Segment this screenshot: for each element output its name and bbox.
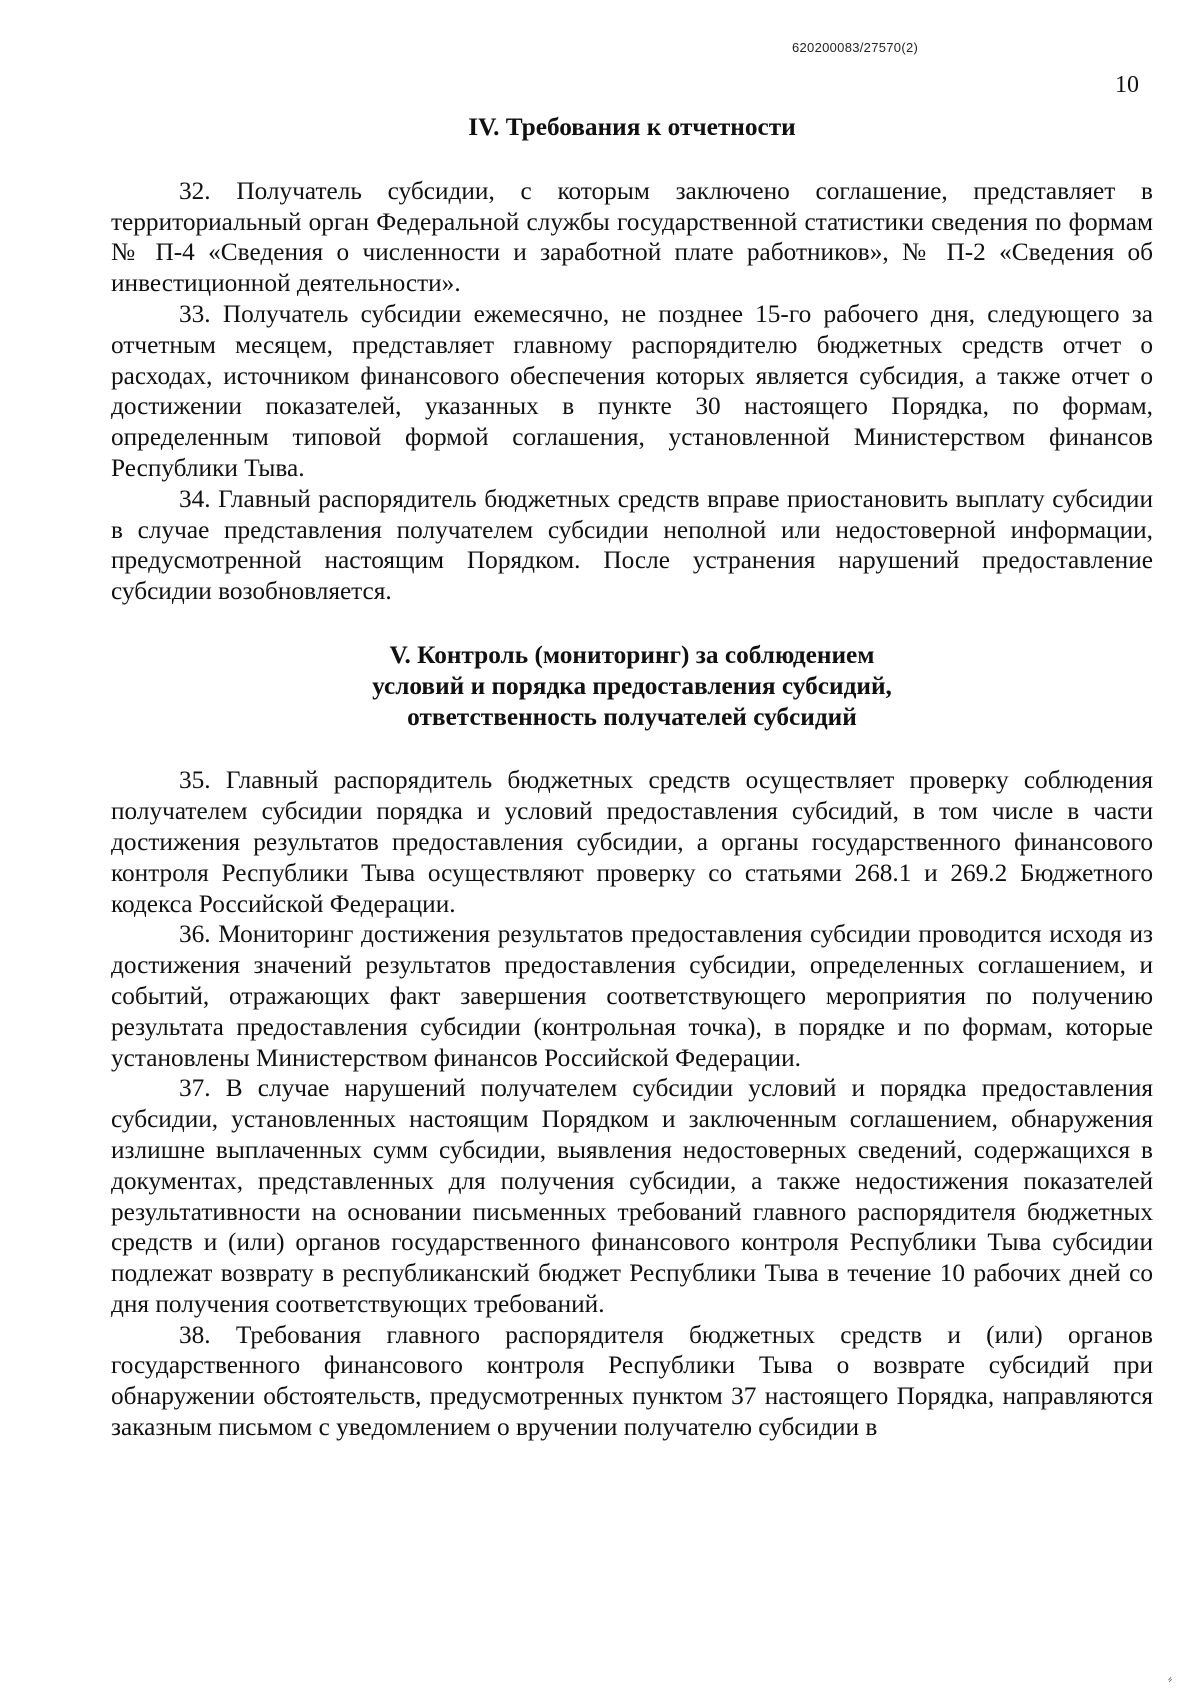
document-id: 620200083/27570(2)	[792, 40, 919, 55]
section-title-v	[111, 640, 1153, 732]
document-body	[111, 112, 1153, 1443]
section-title-v-line-3: ответственность получателей субсидий	[407, 702, 857, 731]
paragraph-34: 34. Главный распорядитель бюджетных средств вправе приостановить выплату субсидии в случае представления получателем субсидии неполной или недостоверной информации, предусмотренной настоящим Порядком. После устранения нарушений предоставление субсидии возобновляется.	[111, 484, 1153, 606]
paragraph-37: 37. В случае нарушений получателем субсидии условий и порядка предоставления субсидии, установленных настоящим Порядком и заключенным соглашением, обнаружения излишне выплаченных сумм субсидии, выявления недостоверных сведений, содержащихся в документах, представленных для получения субсидии, а также недостижения показателей результативности на основании письменных требований главного распорядителя бюджетных средств и (или) органов государственного финансового контроля Республики Тыва субсидии подлежат возврату в республиканский бюджет Республики Тыва в течение 10 рабочих дней со дня получения соответствующих требований.	[111, 1074, 1153, 1318]
paragraph-36: 36. Мониторинг достижения результатов предоставления субсидии проводится исходя из достижения значений результатов предоставления субсидии, определенных соглашением, и событий, отражающих факт завершения соответствующего мероприятия по получению результата предоставления субсидии (контрольная точка), в порядке и по формам, которые установлены Министерством финансов Российской Федерации.	[111, 920, 1153, 1072]
paragraph-35: 35. Главный распорядитель бюджетных средств осуществляет проверку соблюдения получателем субсидии порядка и условий предоставления субсидий, в том числе в части достижения результатов предоставления субсидии, а органы государственного финансового контроля Республики Тыва осуществляют проверку со статьями 268.1 и 269.2 Бюджетного кодекса Российской Федерации.	[111, 766, 1153, 918]
scan-artifact-mark: ⸗	[1165, 1671, 1175, 1688]
paragraph-32: 32. Получатель субсидии, с которым заключено соглашение, представляет в территориальный орган Федеральной службы государственной статистики сведения по формам № П-4 «Сведения о численности и заработной плате работников», № П-2 «Сведения об инвестиционной деятельности».	[111, 176, 1153, 298]
paragraph-33: 33. Получатель субсидии ежемесячно, не позднее 15-го рабочего дня, следующего за отчетным месяцем, представляет главному распорядителю бюджетных средств отчет о расходах, источником финансового обеспечения которых является субсидия, а также отчет о достижении показателей, указанных в пункте 30 настоящего Порядка, по формам, определенным типовой формой соглашения, установленной Министерством финансов Республики Тыва.	[111, 299, 1153, 482]
section-title-v-line-1: V. Контроль (мониторинг) за соблюдением	[389, 640, 875, 669]
section-title-v-line-2: условий и порядка предоставления субсидий,	[372, 671, 892, 700]
section-title-iv: IV. Требования к отчетности	[468, 113, 796, 141]
paragraph-38: 38. Требования главного распорядителя бюджетных средств и (или) органов государственного финансового контроля Республики Тыва о возврате субсидий при обнаружении обстоятельств, предусмотренных пунктом 37 настоящего Порядка, направляются заказным письмом с уведомлением о вручении получателю субсидии в	[111, 1320, 1153, 1442]
page-number: 10	[1115, 72, 1139, 98]
